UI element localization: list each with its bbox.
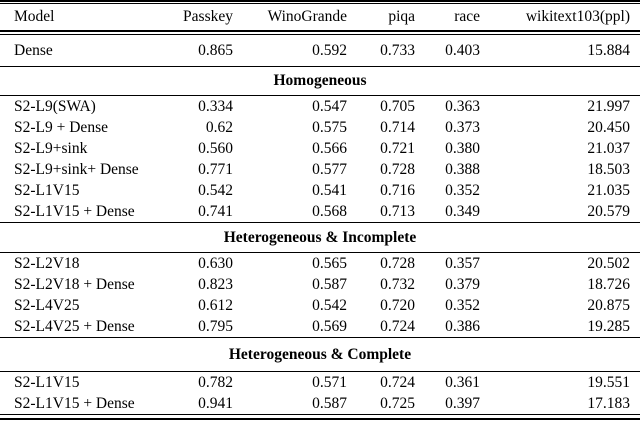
value-cell: 0.542 xyxy=(198,182,233,199)
table-row xyxy=(0,274,640,295)
value-cell: 0.771 xyxy=(198,161,233,178)
value-cell: 21.035 xyxy=(587,182,630,199)
value-cell: 0.741 xyxy=(198,203,233,220)
value-cell: 0.592 xyxy=(312,42,347,59)
value-cell: 19.551 xyxy=(587,374,630,391)
value-cell: 0.357 xyxy=(445,255,480,272)
value-cell: 0.541 xyxy=(312,182,347,199)
value-cell: 0.542 xyxy=(312,297,347,314)
table-row xyxy=(0,253,640,274)
table-row xyxy=(0,35,640,66)
value-cell: 0.721 xyxy=(380,140,415,157)
model-cell: S2-L4V25 xyxy=(14,297,80,314)
model-cell: S2-L1V15 xyxy=(14,374,80,391)
model-cell: S2-L2V18 + Dense xyxy=(14,276,135,293)
section-rows-het-incomplete xyxy=(0,253,640,337)
value-cell: 0.363 xyxy=(445,98,480,115)
value-cell: 20.875 xyxy=(587,297,630,314)
value-cell: 18.726 xyxy=(587,276,630,293)
value-cell: 0.587 xyxy=(312,395,347,412)
value-cell: 0.386 xyxy=(445,318,480,335)
value-cell: 15.884 xyxy=(587,42,630,59)
model-cell: S2-L4V25 + Dense xyxy=(14,318,135,335)
value-cell: 0.568 xyxy=(312,203,347,220)
value-cell: 17.183 xyxy=(587,395,630,412)
table-row xyxy=(0,117,640,138)
model-cell: S2-L9+sink+ Dense xyxy=(14,161,139,178)
value-cell: 0.941 xyxy=(198,395,233,412)
value-cell: 0.733 xyxy=(380,42,415,59)
model-cell: Dense xyxy=(14,42,53,59)
value-cell: 0.575 xyxy=(312,119,347,136)
table-row xyxy=(0,96,640,117)
model-cell: S2-L9+sink xyxy=(14,140,88,157)
value-cell: 0.349 xyxy=(445,203,480,220)
column-header-piqa: piqa xyxy=(388,9,415,25)
value-cell: 20.579 xyxy=(587,203,630,220)
section-rows-het-complete xyxy=(0,372,640,414)
value-cell: 0.352 xyxy=(445,182,480,199)
value-cell: 0.716 xyxy=(380,182,415,199)
value-cell: 21.037 xyxy=(587,140,630,157)
value-cell: 0.724 xyxy=(380,318,415,335)
model-cell: S2-L2V18 xyxy=(14,255,80,272)
value-cell: 19.285 xyxy=(587,318,630,335)
value-cell: 0.724 xyxy=(380,374,415,391)
column-header-winogrande: WinoGrande xyxy=(267,9,347,25)
model-cell: S2-L9(SWA) xyxy=(14,98,96,115)
model-cell: S2-L1V15 + Dense xyxy=(14,203,135,220)
table-row xyxy=(0,180,640,201)
value-cell: 0.577 xyxy=(312,161,347,178)
value-cell: 18.503 xyxy=(587,161,630,178)
table-header-row xyxy=(0,4,640,30)
value-cell: 0.388 xyxy=(445,161,480,178)
value-cell: 0.782 xyxy=(198,374,233,391)
table-row xyxy=(0,393,640,414)
value-cell: 0.566 xyxy=(312,140,347,157)
value-cell: 0.705 xyxy=(380,98,415,115)
value-cell: 0.560 xyxy=(198,140,233,157)
value-cell: 0.380 xyxy=(445,140,480,157)
bottom-rule xyxy=(0,414,640,420)
value-cell: 20.502 xyxy=(587,255,630,272)
value-cell: 0.865 xyxy=(198,42,233,59)
value-cell: 0.720 xyxy=(380,297,415,314)
table-row xyxy=(0,372,640,393)
section-title-het-complete: Heterogeneous & Complete xyxy=(228,345,412,363)
value-cell: 0.565 xyxy=(312,255,347,272)
value-cell: 0.612 xyxy=(198,297,233,314)
table-row xyxy=(0,295,640,316)
value-cell: 0.587 xyxy=(312,276,347,293)
value-cell: 0.714 xyxy=(380,119,415,136)
value-cell: 0.571 xyxy=(312,374,347,391)
value-cell: 0.547 xyxy=(312,98,347,115)
column-header-wikitext: wikitext103(ppl) xyxy=(525,9,630,25)
section-title-het-incomplete: Heterogeneous & Incomplete xyxy=(223,228,417,246)
column-header-race: race xyxy=(454,9,480,25)
value-cell: 0.403 xyxy=(445,42,480,59)
model-cell: S2-L1V15 xyxy=(14,182,80,199)
value-cell: 0.795 xyxy=(198,318,233,335)
value-cell: 0.361 xyxy=(445,374,480,391)
value-cell: 0.62 xyxy=(205,119,233,136)
column-header-model: Model xyxy=(14,9,55,25)
value-cell: 0.569 xyxy=(312,318,347,335)
value-cell: 0.379 xyxy=(445,276,480,293)
value-cell: 0.334 xyxy=(198,98,233,115)
section-title-homogeneous: Homogeneous xyxy=(273,72,367,90)
value-cell: 0.352 xyxy=(445,297,480,314)
value-cell: 21.997 xyxy=(587,98,630,115)
model-cell: S2-L9 + Dense xyxy=(14,119,108,136)
value-cell: 0.732 xyxy=(380,276,415,293)
table-row xyxy=(0,159,640,180)
value-cell: 0.728 xyxy=(380,161,415,178)
column-header-passkey: Passkey xyxy=(183,9,233,25)
value-cell: 0.728 xyxy=(380,255,415,272)
value-cell: 0.725 xyxy=(380,395,415,412)
value-cell: 0.823 xyxy=(198,276,233,293)
value-cell: 20.450 xyxy=(587,119,630,136)
model-cell: S2-L1V15 + Dense xyxy=(14,395,135,412)
table-row xyxy=(0,138,640,159)
value-cell: 0.397 xyxy=(445,395,480,412)
value-cell: 0.713 xyxy=(380,203,415,220)
value-cell: 0.373 xyxy=(445,119,480,136)
table-row xyxy=(0,201,640,222)
table-row xyxy=(0,316,640,337)
value-cell: 0.630 xyxy=(198,255,233,272)
section-rows-homogeneous xyxy=(0,96,640,222)
